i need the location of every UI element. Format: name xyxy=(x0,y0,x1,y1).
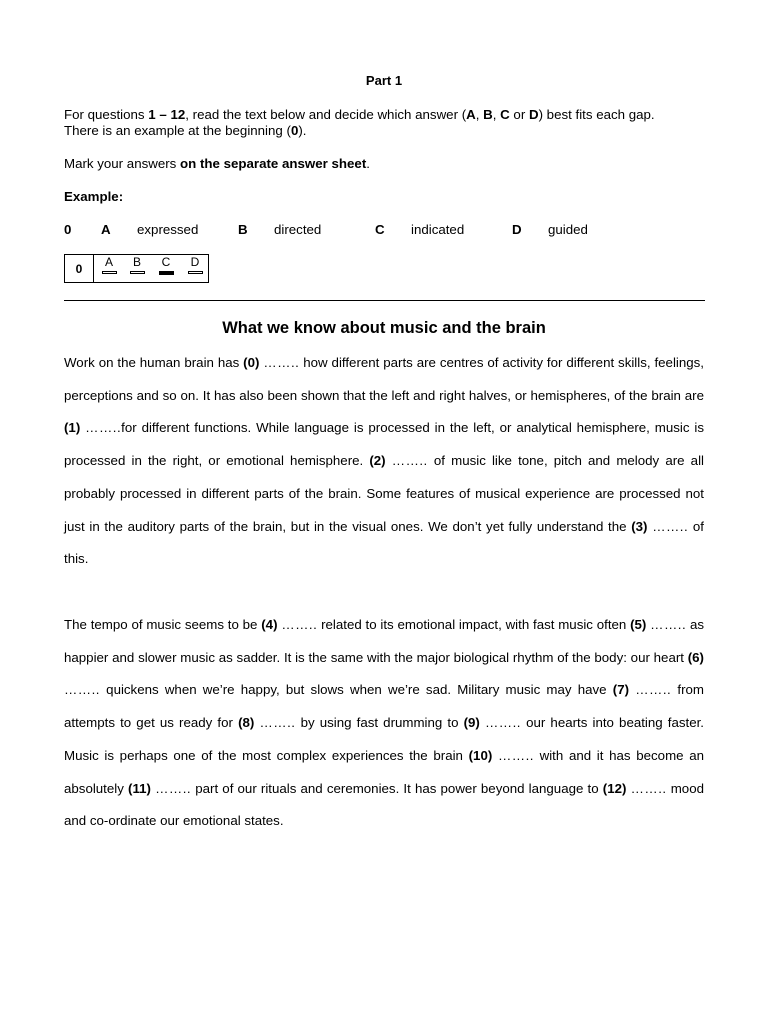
answer-letter: C xyxy=(161,255,171,269)
example-option-word: indicated xyxy=(411,222,465,237)
gap-dots: …….. xyxy=(259,715,296,731)
text-run: how different parts are centres of activity for different skills, feelings, perceptions and so on. It has also been shown that the left and right halves, or hemispheres, of the brain are xyxy=(64,355,704,403)
text-run: quickens when we’re happy, but slows when we’re sad. Military music may have xyxy=(99,682,613,698)
text-run: from attempts to get us ready for xyxy=(64,682,704,731)
gap-number: (4) xyxy=(261,617,278,632)
gap-number: (11) xyxy=(128,780,151,796)
instr-sep: , xyxy=(475,107,484,122)
gap-number: (0) xyxy=(243,355,260,370)
option-letter: D xyxy=(528,107,539,122)
example-option-letter: B xyxy=(238,222,248,237)
gap-dots: …….. xyxy=(281,617,318,632)
gap-number: (8) xyxy=(238,715,255,731)
text-run: of music like tone, pitch and melody are all probably processed in different parts of the brain. Some features of musical experience are processed not just in the auditory parts of the brain, but in the visual ones. We don’t yet fully understand the xyxy=(64,453,704,534)
option-letter: C xyxy=(500,107,510,122)
answer-box-number: 0 xyxy=(65,255,94,282)
text-run: by using fast drumming to xyxy=(295,715,464,731)
example-option-letter: D xyxy=(512,222,522,237)
text-run: of this. xyxy=(64,518,704,567)
example-label: Example: xyxy=(64,189,124,204)
instructions-mark xyxy=(64,156,714,172)
example-option-letter: C xyxy=(375,222,385,237)
answer-letter: B xyxy=(132,255,141,269)
example-option-word: guided xyxy=(548,222,588,237)
answer-mark-empty xyxy=(188,271,203,274)
example-answer-box xyxy=(64,254,209,283)
gap-dots: …….. xyxy=(263,355,300,370)
paragraph-2 xyxy=(64,609,704,838)
gap-number: (6) xyxy=(687,649,704,665)
gap-dots: …….. xyxy=(485,715,521,731)
answer-option-c xyxy=(156,256,176,275)
answer-mark-empty xyxy=(102,271,117,274)
example-options xyxy=(64,222,684,238)
text-run: The tempo of music seems to be xyxy=(64,617,262,632)
gap-number: (12) xyxy=(602,780,627,796)
gap-dots: …….. xyxy=(497,747,534,763)
text-run: as happier and slower music as sadder. It is the same with the major biological rhythm of the body: our heart xyxy=(64,617,704,665)
example-number: 0 xyxy=(290,123,299,138)
option-letter: B xyxy=(483,107,493,122)
example-option-word: expressed xyxy=(137,222,199,237)
gap-dots: …….. xyxy=(391,453,428,469)
gap-dots: …….. xyxy=(635,682,672,698)
divider xyxy=(64,300,705,301)
answer-letter: D xyxy=(190,255,200,269)
instr-text: . xyxy=(366,156,370,171)
answer-option-b xyxy=(127,256,147,274)
option-letter: A xyxy=(466,107,476,122)
instr-text: , read the text below and decide which answer ( xyxy=(185,107,467,122)
gap-dots: …….. xyxy=(652,518,689,534)
gap-number: (2) xyxy=(369,453,386,469)
text-run: our hearts into beating faster. Music is perhaps one of the most complex experiences the brain xyxy=(64,715,705,763)
paragraph-1 xyxy=(64,347,704,576)
answer-sheet-note: on the separate answer sheet xyxy=(180,156,367,171)
instr-text: Mark your answers xyxy=(64,156,181,171)
example-option-word: directed xyxy=(274,222,322,237)
instr-sep: or xyxy=(509,107,529,122)
text-run: mood and co-ordinate our emotional states. xyxy=(64,780,704,829)
answer-mark-filled xyxy=(159,271,174,275)
instr-text: For questions xyxy=(64,107,149,122)
text-run: related to its emotional impact, with fast music often xyxy=(317,617,631,632)
part-title: Part 1 xyxy=(365,73,403,88)
answer-letter: A xyxy=(104,255,113,269)
instr-text: ). xyxy=(298,123,307,138)
instr-sep: , xyxy=(492,107,501,122)
answer-option-a xyxy=(99,256,119,274)
instr-text: There is an example at the beginning ( xyxy=(64,123,291,138)
gap-dots: …….. xyxy=(64,682,100,698)
gap-dots: …….. xyxy=(155,780,192,796)
text-run: Work on the human brain has xyxy=(64,355,244,370)
gap-number: (10) xyxy=(468,747,493,763)
example-question-number: 0 xyxy=(64,222,72,237)
instructions-questions xyxy=(64,107,714,139)
instr-text: ) best fits each gap. xyxy=(538,107,655,122)
question-range: 1 – 12 xyxy=(148,107,186,122)
gap-number: (7) xyxy=(612,682,630,698)
gap-dots: …….. xyxy=(630,780,667,796)
answer-mark-empty xyxy=(130,271,145,274)
text-heading: What we know about music and the brain xyxy=(222,319,546,337)
text-run: for different functions. While language is processed in the left, or analytical hemisphere, music is processed in the right, or emotional hemisphere. xyxy=(64,420,704,469)
gap-dots: …….. xyxy=(85,420,122,436)
gap-number: (9) xyxy=(463,715,480,731)
gap-number: (5) xyxy=(630,617,647,632)
example-option-letter: A xyxy=(101,222,111,237)
text-run: with and it has become an absolutely xyxy=(64,747,705,796)
gap-number: (3) xyxy=(631,518,648,534)
answer-option-d xyxy=(185,256,205,274)
gap-number: (1) xyxy=(64,420,81,436)
gap-dots: …….. xyxy=(650,617,687,632)
text-run: part of our rituals and ceremonies. It has power beyond language to xyxy=(191,780,603,796)
